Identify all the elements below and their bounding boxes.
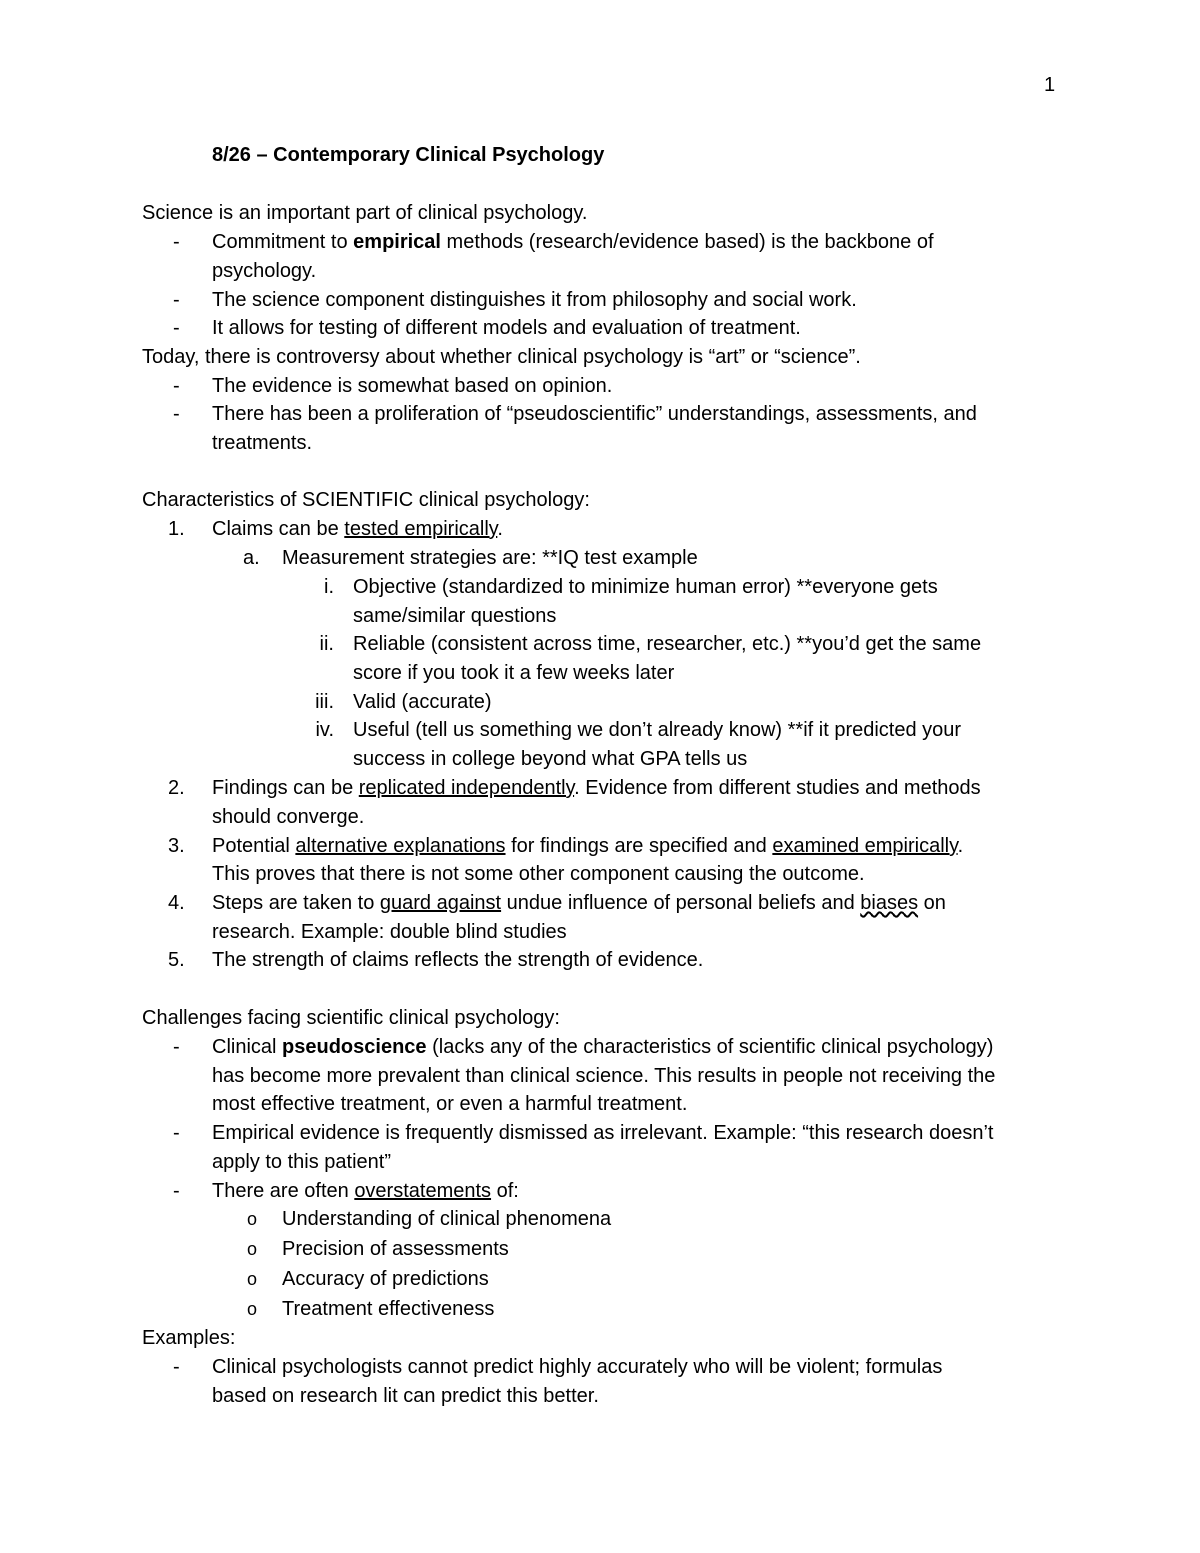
list-item-text: has become more prevalent than clinical science. This results in people not receiving the bbox=[212, 1065, 996, 1087]
list-item-text: Claims can be tested empirically. bbox=[212, 518, 503, 540]
roman-marker: iii. bbox=[315, 691, 334, 713]
page-title: 8/26 – Contemporary Clinical Psychology bbox=[212, 144, 605, 166]
list-item-text: Reliable (consistent across time, researcher, etc.) **you’d get the same bbox=[353, 633, 982, 655]
bullet-marker: - bbox=[173, 1180, 180, 1202]
list-item-text: should converge. bbox=[212, 806, 365, 828]
list-item-text: Precision of assessments bbox=[282, 1238, 509, 1260]
roman-marker: ii. bbox=[319, 633, 334, 655]
heading-text: Challenges facing scientific clinical psychology: bbox=[142, 1007, 560, 1029]
paragraph-text: Today, there is controversy about whether clinical psychology is “art” or “science”. bbox=[142, 346, 861, 368]
list-item-text: Valid (accurate) bbox=[353, 691, 492, 713]
number-marker: 1. bbox=[168, 518, 185, 540]
list-item-text: Accuracy of predictions bbox=[282, 1268, 489, 1290]
heading-text: Characteristics of SCIENTIFIC clinical psychology: bbox=[142, 489, 590, 511]
number-marker: 2. bbox=[168, 777, 185, 799]
list-item-text: treatments. bbox=[212, 432, 313, 454]
list-item-text: This proves that there is not some other component causing the outcome. bbox=[212, 863, 865, 885]
list-item-text: Clinical pseudoscience (lacks any of the characteristics of scientific clinical psychology) bbox=[212, 1036, 994, 1058]
bullet-marker: - bbox=[173, 375, 180, 397]
list-item-text: success in college beyond what GPA tells us bbox=[353, 748, 748, 770]
bullet-marker: - bbox=[173, 231, 180, 253]
bullet-marker: - bbox=[173, 1356, 180, 1378]
list-item-text: most effective treatment, or even a harmful treatment. bbox=[212, 1093, 688, 1115]
list-item-text: The evidence is somewhat based on opinion. bbox=[212, 375, 613, 397]
list-item-text: The strength of claims reflects the strength of evidence. bbox=[212, 949, 704, 971]
circle-bullet-marker: o bbox=[247, 1239, 258, 1259]
number-marker: 5. bbox=[168, 949, 185, 971]
list-item-text: Treatment effectiveness bbox=[282, 1298, 495, 1320]
list-item-text: It allows for testing of different models and evaluation of treatment. bbox=[212, 317, 801, 339]
list-item-text: Useful (tell us something we don’t already know) **if it predicted your bbox=[353, 719, 962, 741]
list-item-text: based on research lit can predict this better. bbox=[212, 1385, 599, 1407]
list-item-text: Measurement strategies are: **IQ test example bbox=[282, 547, 698, 569]
circle-bullet-marker: o bbox=[247, 1299, 258, 1319]
list-item-text: same/similar questions bbox=[353, 605, 557, 627]
list-item-text: score if you took it a few weeks later bbox=[353, 662, 675, 684]
bullet-marker: - bbox=[173, 317, 180, 339]
list-item-text: apply to this patient” bbox=[212, 1151, 391, 1173]
list-item-text: There are often overstatements of: bbox=[212, 1180, 519, 1202]
list-item-text: Empirical evidence is frequently dismissed as irrelevant. Example: “this research doesn’t bbox=[212, 1122, 994, 1144]
bullet-marker: - bbox=[173, 289, 180, 311]
roman-marker: i. bbox=[324, 576, 334, 598]
letter-marker: a. bbox=[243, 547, 260, 569]
list-item-text: Commitment to empirical methods (research/evidence based) is the backbone of bbox=[212, 231, 934, 253]
list-item-text: research. Example: double blind studies bbox=[212, 921, 567, 943]
roman-marker: iv. bbox=[315, 719, 334, 741]
list-item-text: psychology. bbox=[212, 260, 317, 282]
paragraph-text: Science is an important part of clinical psychology. bbox=[142, 202, 588, 224]
circle-bullet-marker: o bbox=[247, 1209, 258, 1229]
list-item-text: The science component distinguishes it from philosophy and social work. bbox=[212, 289, 857, 311]
list-item-text: Understanding of clinical phenomena bbox=[282, 1208, 612, 1230]
bullet-marker: - bbox=[173, 403, 180, 425]
list-item-text: Objective (standardized to minimize human error) **everyone gets bbox=[353, 576, 938, 598]
list-item-text: Findings can be replicated independently. Evidence from different studies and methods bbox=[212, 777, 981, 799]
circle-bullet-marker: o bbox=[247, 1269, 258, 1289]
list-item-text: Steps are taken to guard against undue influence of personal beliefs and biases on bbox=[212, 892, 946, 914]
number-marker: 4. bbox=[168, 892, 185, 914]
list-item-text: There has been a proliferation of “pseudoscientific” understandings, assessments, and bbox=[212, 403, 977, 425]
bullet-marker: - bbox=[173, 1036, 180, 1058]
bullet-marker: - bbox=[173, 1122, 180, 1144]
list-item-text: Potential alternative explanations for findings are specified and examined empirically. bbox=[212, 835, 964, 857]
list-item-text: Clinical psychologists cannot predict highly accurately who will be violent; formulas bbox=[212, 1356, 943, 1378]
heading-text: Examples: bbox=[142, 1327, 236, 1349]
number-marker: 3. bbox=[168, 835, 185, 857]
page-number: 1 bbox=[1044, 74, 1056, 96]
